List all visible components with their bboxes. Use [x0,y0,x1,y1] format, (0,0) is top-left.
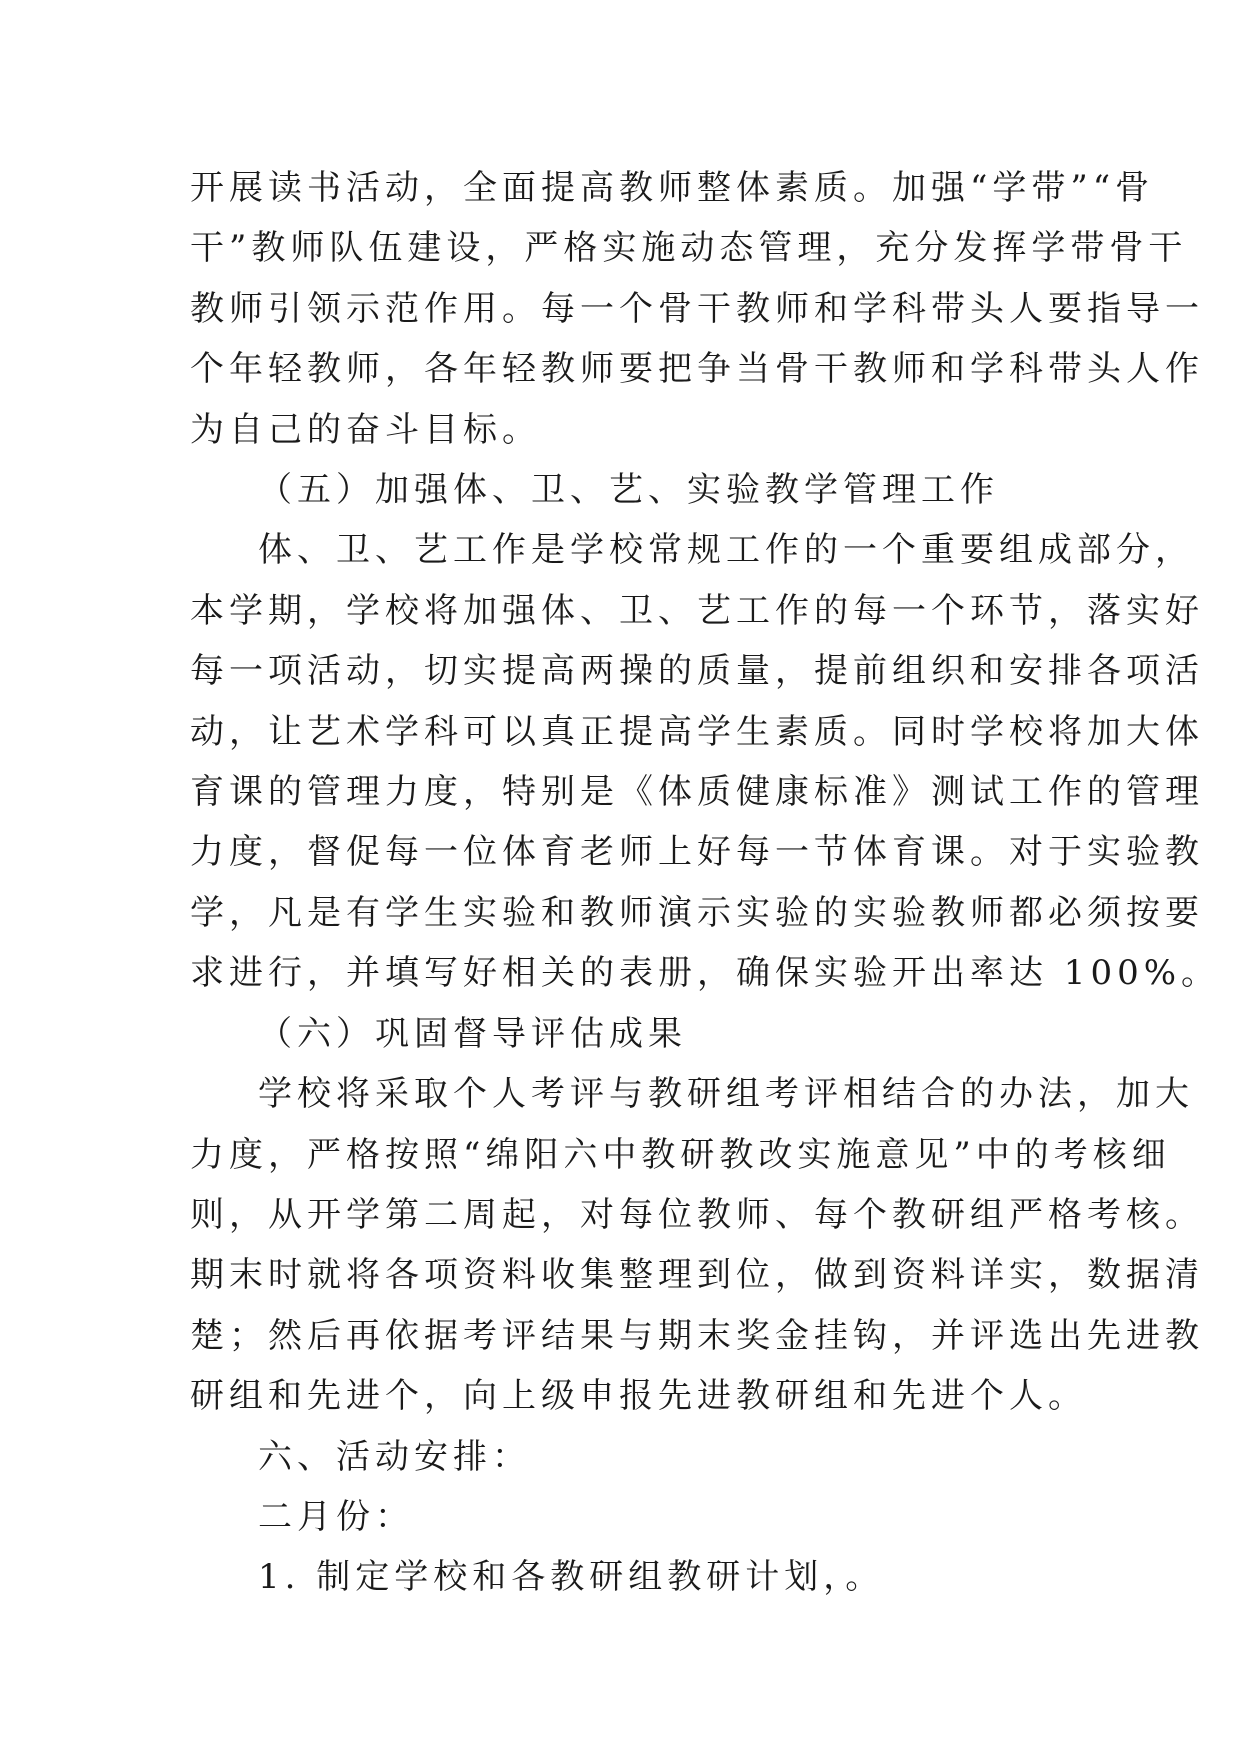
text-line: 楚；然后再依据考评结果与期末奖金挂钩，并评选出先进教 [190,1315,1204,1356]
text-line: 育课的管理力度，特别是《体质健康标准》测试工作的管理 [190,772,1204,813]
list-item-1 [190,1547,1060,1607]
text-line: 研组和先进个，向上级申报先进教研组和先进个人。 [190,1376,1087,1417]
paragraph-teacher-development [190,158,1204,460]
text-line: 力度，严格按照“绵阳六中教研教改实施意见”中的考核细 [190,1134,1171,1175]
list-item-text: 1. 制定学校和各教研组教研计划，。 [258,1557,885,1598]
text-line: 为自己的奋斗目标。 [190,409,541,450]
text-line: 期末时就将各项资料收集整理到位，做到资料详实，数据清 [190,1255,1204,1296]
text-line: 学校将采取个人考评与教研组考评相结合的办法，加大 [258,1074,1194,1115]
paragraph-evaluation [190,1064,1204,1426]
section-heading-6 [190,1004,1060,1064]
heading-text: （六）巩固督导评估成果 [258,1013,687,1054]
month-heading-february [190,1487,1060,1547]
text-line: 动，让艺术学科可以真正提高学生素质。同时学校将加大体 [190,711,1204,752]
document-body [190,158,1221,1608]
text-line: 本学期，学校将加强体、卫、艺工作的每一个环节，落实好 [190,590,1204,631]
section-heading-5 [190,460,1060,520]
text-line: 开展读书活动，全面提高教师整体素质。加强“学带”“骨 [190,168,1155,208]
heading-text: 二月份： [258,1496,414,1537]
paragraph-pe-health-arts [190,520,1221,1003]
text-line: 则，从开学第二周起，对每位教师、每个教研组严格考核。 [190,1194,1204,1235]
text-line: 教师引领示范作用。每一个骨干教师和学科带头人要指导一 [190,288,1204,329]
text-line: 学，凡是有学生实验和教师演示实验的实验教师都必须按要 [190,892,1204,933]
text-line: 个年轻教师，各年轻教师要把争当骨干教师和学科带头人作 [190,349,1204,390]
section-heading-activities [190,1427,1060,1487]
heading-text: 六、活动安排： [258,1436,531,1477]
text-line: 力度，督促每一位体育老师上好每一节体育课。对于实验教 [190,832,1204,873]
text-line: 干”教师队伍建设，严格实施动态管理，充分发挥学带骨干 [190,228,1188,269]
text-line: 体、卫、艺工作是学校常规工作的一个重要组成部分， [258,530,1194,571]
text-line: 求进行，并填写好相关的表册，确保实验开出率达 100%。 [190,953,1221,994]
text-line: 每一项活动，切实提高两操的质量，提前组织和安排各项活 [190,651,1204,692]
heading-text: （五）加强体、卫、艺、实验教学管理工作 [258,470,999,511]
